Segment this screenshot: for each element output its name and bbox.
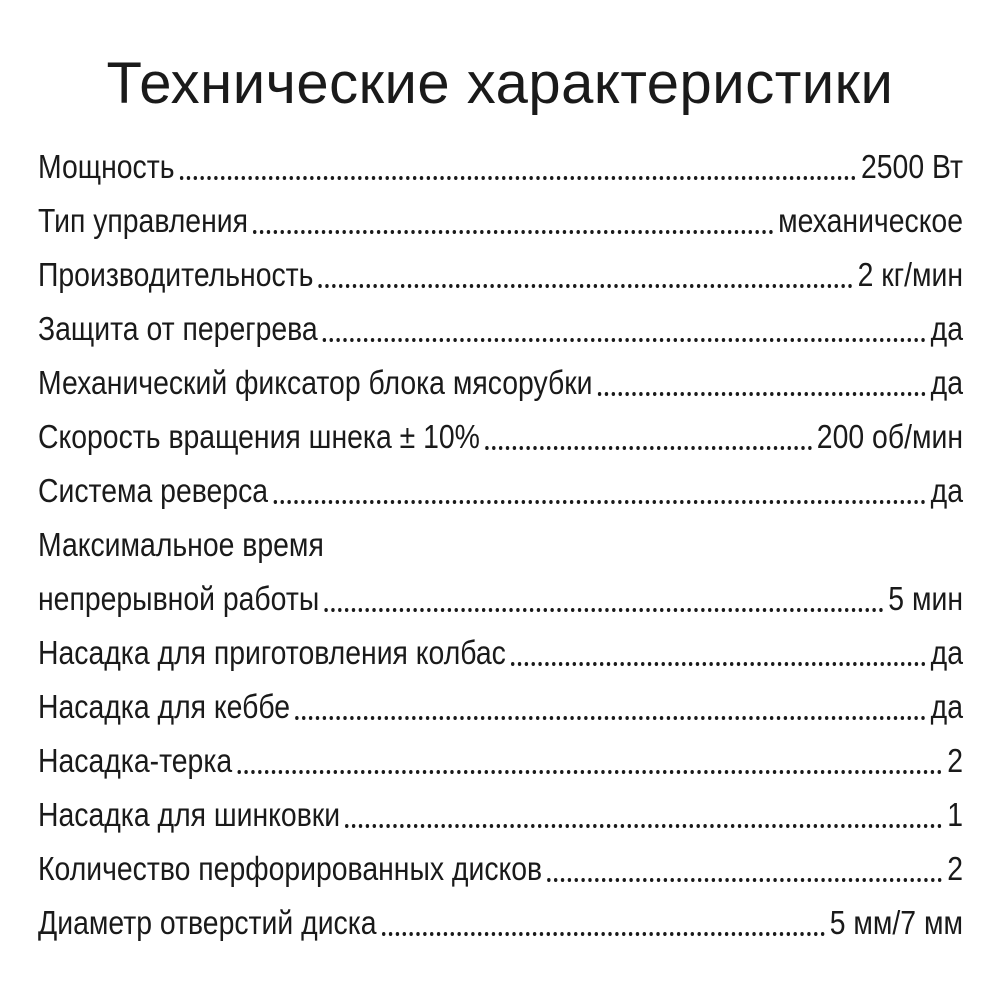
- spec-value: да: [930, 688, 963, 725]
- spec-row-shredder-attachment: [38, 788, 963, 842]
- spec-label: Насадка для приготовления колбас: [38, 634, 506, 671]
- dot-leader: [324, 608, 883, 612]
- spec-label: Мощность: [38, 148, 175, 185]
- dot-leader: [511, 662, 926, 666]
- dot-leader: [382, 932, 825, 936]
- dot-leader: [323, 338, 926, 342]
- spec-label: Система реверса: [38, 472, 269, 509]
- spec-row-max-runtime: [38, 572, 963, 626]
- spec-row-mechanical-lock: [38, 356, 963, 410]
- spec-label: Скорость вращения шнека ± 10%: [38, 418, 480, 455]
- spec-value: 5 мм/7 мм: [829, 904, 963, 941]
- dot-leader: [295, 716, 925, 720]
- spec-row-overheat-protection: [38, 302, 963, 356]
- spec-row-max-runtime-line1: [38, 518, 963, 572]
- dot-leader: [237, 770, 942, 774]
- spec-value: 2: [947, 850, 963, 887]
- spec-label: Количество перфорированных дисков: [38, 850, 543, 887]
- spec-value: 2500 Вт: [860, 148, 963, 185]
- dot-leader: [485, 446, 812, 450]
- spec-row-reverse-system: [38, 464, 963, 518]
- spec-row-kibbeh-attachment: [38, 680, 963, 734]
- spec-value: 2 кг/мин: [857, 256, 963, 293]
- spec-value: да: [930, 310, 963, 347]
- spec-row-perforated-discs: [38, 842, 963, 896]
- dot-leader: [319, 284, 853, 288]
- spec-value: 200 об/мин: [816, 418, 963, 455]
- spec-row-auger-speed: [38, 410, 963, 464]
- spec-row-disc-hole-diameter: [38, 896, 963, 950]
- spec-label: Насадка-терка: [38, 742, 233, 779]
- spec-label: Диаметр отверстий диска: [38, 904, 377, 941]
- dot-leader: [273, 500, 925, 504]
- spec-value: да: [930, 364, 963, 401]
- spec-value: 2: [947, 742, 963, 779]
- spec-label: Насадка для кеббе: [38, 688, 291, 725]
- spec-label: Тип управления: [38, 202, 248, 239]
- spec-row-sausage-attachment: [38, 626, 963, 680]
- page-title: Технические характеристики: [106, 51, 894, 116]
- dot-leader: [547, 878, 942, 882]
- spec-row-control-type: [38, 194, 963, 248]
- dot-leader: [180, 176, 856, 180]
- spec-label: Защита от перегрева: [38, 310, 318, 347]
- spec-row-grater-attachment: [38, 734, 963, 788]
- spec-label: Производительность: [38, 256, 314, 293]
- dot-leader: [598, 392, 926, 396]
- spec-value: механическое: [778, 202, 963, 239]
- spec-label: Насадка для шинковки: [38, 796, 341, 833]
- spec-value: 1: [947, 796, 963, 833]
- spec-value: да: [930, 634, 963, 671]
- spec-label: непрерывной работы: [38, 580, 320, 617]
- spec-list: [38, 140, 963, 950]
- dot-leader: [253, 230, 773, 234]
- spec-label: Максимальное время: [38, 526, 324, 563]
- spec-value: да: [930, 472, 963, 509]
- spec-row-power: [38, 140, 963, 194]
- spec-label: Механический фиксатор блока мясорубки: [38, 364, 593, 401]
- dot-leader: [345, 824, 942, 828]
- spec-row-productivity: [38, 248, 963, 302]
- spec-value: 5 мин: [888, 580, 963, 617]
